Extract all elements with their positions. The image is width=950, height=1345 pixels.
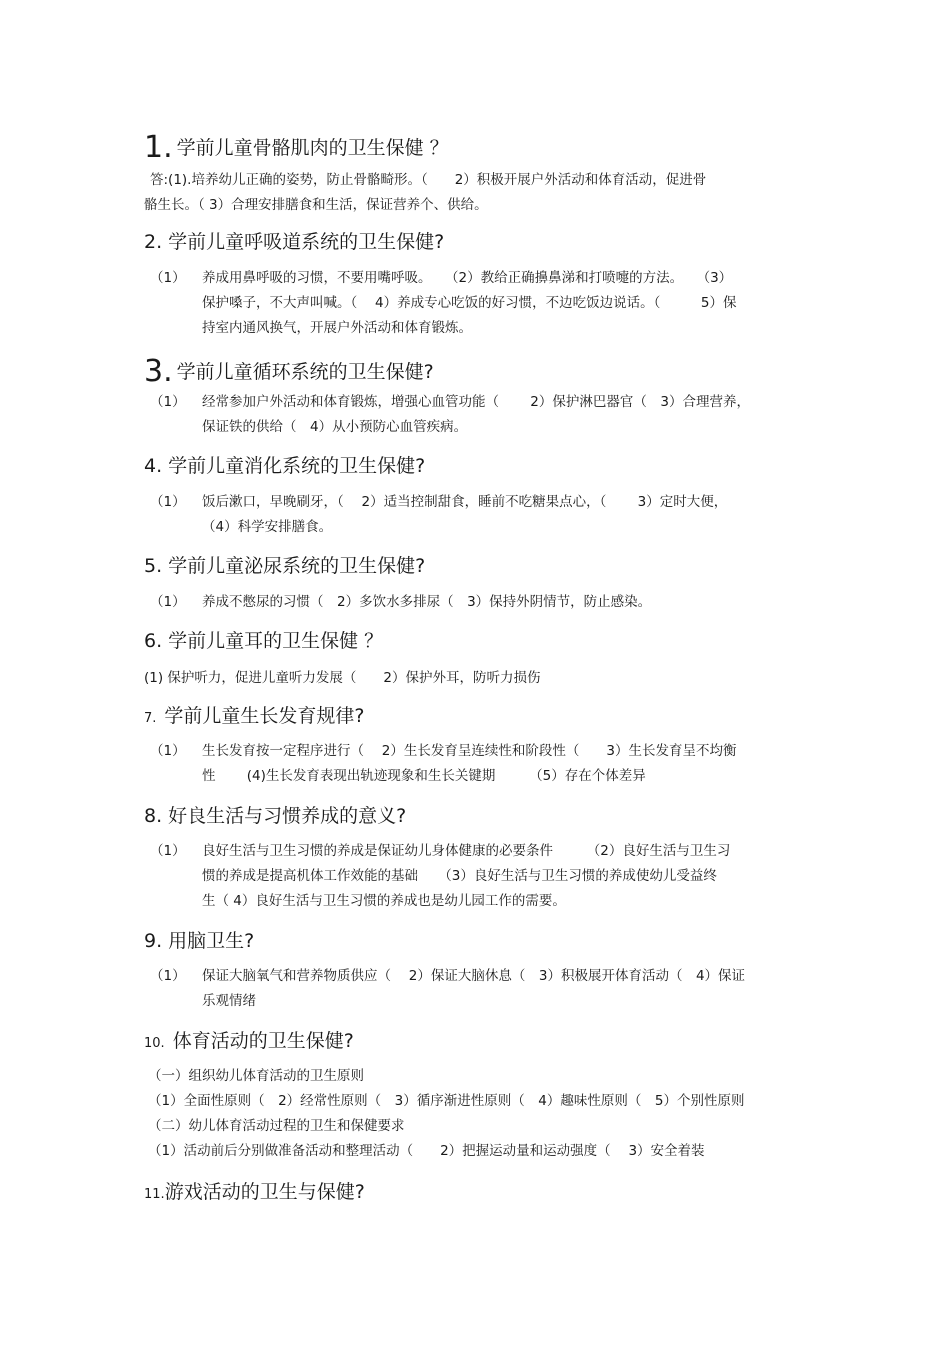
body-line: （1）全面性原则（ 2）经常性原则（ 3）循序渐进性原则（ 4）趣味性原则（ 5）个别性原则 (148, 1093, 745, 1109)
heading-8 (144, 804, 406, 828)
heading-number: 3. (144, 354, 173, 389)
heading-title: 好良生活与习惯养成的意义? (168, 805, 407, 827)
heading-title: 学前儿童耳的卫生保健 ？ (168, 630, 384, 652)
body-line: 经常参加户外活动和体育锻炼，增强心血管功能（ 2）保护淋巴器官（ 3）合理营养， (202, 394, 750, 410)
heading-number: 11. (144, 1187, 165, 1202)
body-line: 饭后漱口，早晚刷牙，（ 2）适当控制甜食，睡前不吃糖果点心，（ 3）定时大便， (202, 494, 728, 510)
heading-number: 10. (144, 1036, 165, 1051)
heading-title: 学前儿童生长发育规律? (164, 705, 365, 727)
heading-title: 学前儿童骨骼肌肉的卫生保健 ？ (176, 137, 449, 159)
body-line: 良好生活与卫生习惯的养成是保证幼儿身体健康的必要条件 （2）良好生活与卫生习 (202, 843, 731, 859)
body-line: 养成用鼻呼吸的习惯，不要用嘴呼吸。 （2）教给正确擤鼻涕和打喷嚏的方法。 （3） (202, 270, 733, 286)
heading-title: 学前儿童循环系统的卫生保健? (176, 361, 434, 383)
list-label: （1） (150, 270, 186, 286)
body-line: 保护嗓子，不大声叫喊。（ 4）养成专心吃饭的好习惯，不边吃饭边说话。（ 5）保 (202, 295, 737, 311)
body-line: 性 (4)生长发育表现出轨迹现象和生长关键期 （5）存在个体差异 (202, 768, 646, 784)
heading-9 (144, 929, 254, 953)
body-line: 惯的养成是提高机体工作效能的基础 （3）良好生活与卫生习惯的养成使幼儿受益终 (202, 868, 717, 884)
heading-title: 学前儿童消化系统的卫生保健? (168, 455, 426, 477)
list-label: （1） (150, 494, 186, 510)
heading-5 (144, 554, 425, 578)
heading-3 (144, 354, 434, 389)
body-line: 答:(1).培养幼儿正确的姿势，防止骨骼畸形。（ 2）积极开展户外活动和体育活动，促进骨 (150, 172, 707, 188)
body-line: (1) 保护听力，促进儿童听力发展（ 2）保护外耳，防听力损伤 (144, 670, 541, 686)
list-label: （1） (150, 968, 186, 984)
heading-7 (144, 704, 365, 731)
list-label: （1） (150, 594, 186, 610)
body-line: 保证大脑氧气和营养物质供应（ 2）保证大脑休息（ 3）积极展开体育活动（ 4）保证 (202, 968, 746, 984)
heading-title: 游戏活动的卫生与保健? (164, 1181, 365, 1203)
heading-11 (144, 1180, 365, 1207)
body-line: （一）组织幼儿体育活动的卫生原则 (148, 1068, 364, 1084)
heading-number: 2. (144, 231, 163, 253)
heading-title: 学前儿童呼吸道系统的卫生保健? (168, 231, 445, 253)
body-line: 生（ 4）良好生活与卫生习惯的养成也是幼儿园工作的需要。 (202, 893, 566, 909)
body-line: （4）科学安排膳食。 (202, 519, 333, 535)
heading-title: 用脑卫生? (168, 930, 255, 952)
heading-title: 体育活动的卫生保健? (172, 1030, 354, 1052)
heading-1 (144, 130, 449, 165)
body-line: 乐观情绪 (202, 993, 256, 1009)
heading-number: 9. (144, 930, 163, 952)
body-line: （1）活动前后分别做准备活动和整理活动（ 2）把握运动量和运动强度（ 3）安全着装 (148, 1143, 705, 1159)
heading-number: 4. (144, 455, 163, 477)
body-line: 生长发育按一定程序进行（ 2）生长发育呈连续性和阶段性（ 3）生长发育呈不均衡 (202, 743, 737, 759)
list-label: （1） (150, 394, 186, 410)
heading-number: 5. (144, 555, 163, 577)
body-line: 骼生长。（ 3）合理安排膳食和生活，保证营养个、供给。 (144, 197, 488, 213)
heading-10 (144, 1029, 354, 1056)
body-line: （二）幼儿体育活动过程的卫生和保健要求 (148, 1118, 405, 1134)
heading-title: 学前儿童泌尿系统的卫生保健? (168, 555, 426, 577)
heading-number: 8. (144, 805, 163, 827)
heading-number: 1. (144, 130, 173, 165)
list-label: （1） (150, 743, 186, 759)
body-line: 保证铁的供给（ 4）从小预防心血管疾病。 (202, 419, 468, 435)
body-line: 养成不憋尿的习惯（ 2）多饮水多排尿（ 3）保持外阴情节，防止感染。 (202, 594, 652, 610)
heading-2 (144, 230, 444, 254)
heading-6 (144, 629, 383, 653)
heading-4 (144, 454, 425, 478)
body-line: 持室内通风换气，开展户外活动和体育锻炼。 (202, 320, 472, 336)
heading-number: 7. (144, 711, 157, 726)
list-label: （1） (150, 843, 186, 859)
heading-number: 6. (144, 630, 163, 652)
